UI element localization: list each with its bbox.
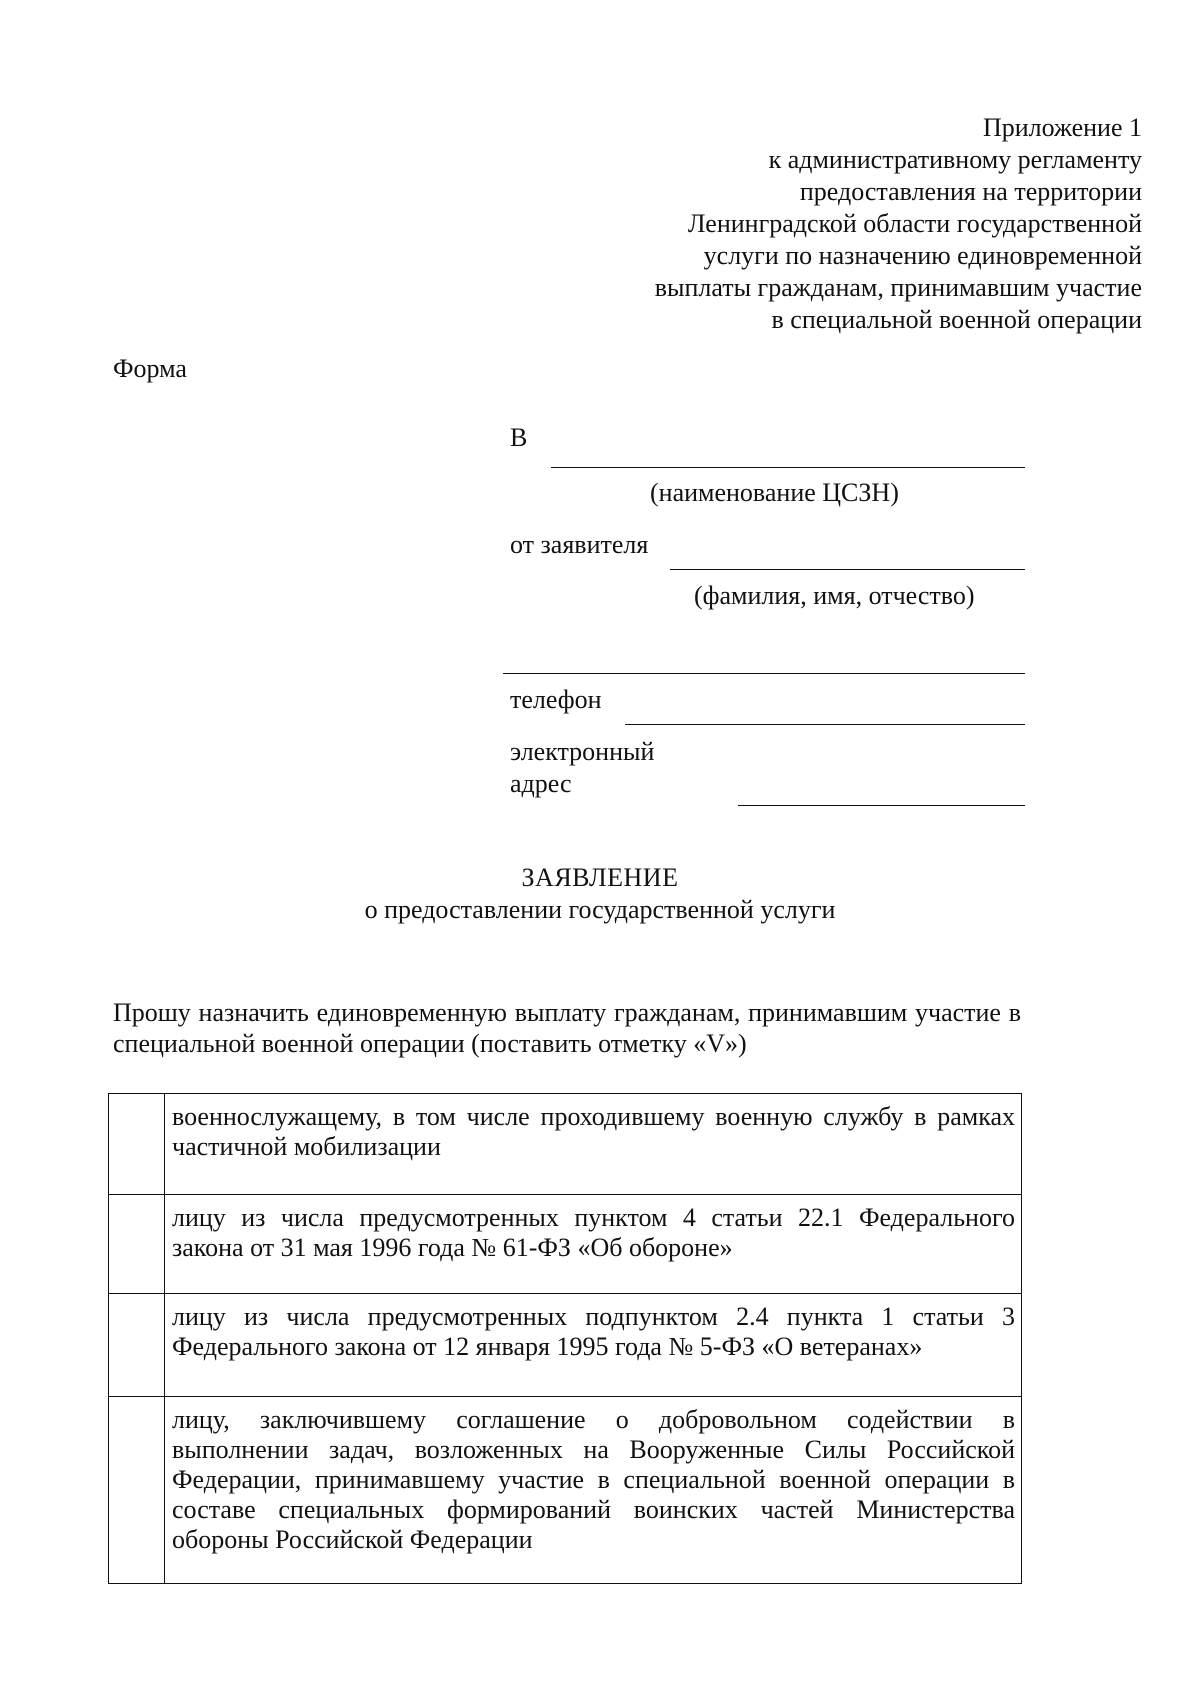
option-checkbox[interactable] — [109, 1294, 164, 1396]
from-field-line-2[interactable] — [503, 673, 1025, 674]
appendix-line: услуги по назначению единовременной — [703, 241, 1142, 270]
from-caption: (фамилия, имя, отчество) — [694, 581, 975, 610]
option-checkbox-cell[interactable] — [109, 1294, 165, 1397]
from-field-line[interactable] — [670, 569, 1025, 570]
options-table — [108, 1093, 1022, 1584]
phone-field-line[interactable] — [625, 724, 1025, 725]
option-text: лицу, заключившему соглашение о добровольном содействии в выполнении задач, возложенных на Вооруженные Силы Российской Федерации, принимавшему участие в специальной военной операции в составе специальных формирований воинских частей Министерства обороны Российской Федерации — [165, 1397, 1022, 1584]
request-text: Прошу назначить единовременную выплату гражданам, принимавшим участие в специальной военной операции (поставить отметку «V») — [113, 998, 1021, 1058]
to-caption: (наименование ЦСЗН) — [650, 478, 899, 507]
email-label: электронный — [510, 737, 655, 766]
from-label: от заявителя — [510, 530, 649, 559]
option-checkbox[interactable] — [109, 1195, 164, 1293]
option-checkbox[interactable] — [109, 1397, 164, 1583]
title-main: ЗАЯВЛЕНИЕ — [521, 863, 679, 892]
option-checkbox-cell[interactable] — [109, 1397, 165, 1584]
option-text: военнослужащему, в том числе проходившему военную службу в рамках частичной мобилизации — [165, 1094, 1022, 1195]
option-text: лицу из числа предусмотренных пунктом 4 статьи 22.1 Федерального закона от 31 мая 1996 года № 61-ФЗ «Об обороне» — [165, 1195, 1022, 1294]
option-text: лицу из числа предусмотренных подпунктом 2.4 пункта 1 статьи 3 Федерального закона от 12 января 1995 года № 5-ФЗ «О ветеранах» — [165, 1294, 1022, 1397]
email-label-2: адрес — [510, 769, 572, 798]
option-row — [109, 1094, 1022, 1195]
option-checkbox[interactable] — [109, 1094, 164, 1194]
option-checkbox-cell[interactable] — [109, 1195, 165, 1294]
appendix-header — [655, 112, 1142, 336]
appendix-line: к административному регламенту — [768, 145, 1142, 174]
email-field-line[interactable] — [738, 805, 1025, 806]
form-label: Форма — [113, 354, 187, 383]
appendix-line: в специальной военной операции — [771, 305, 1142, 334]
to-label: В — [510, 423, 528, 452]
option-row — [109, 1397, 1022, 1584]
option-row — [109, 1195, 1022, 1294]
appendix-line: предоставления на территории — [799, 177, 1142, 206]
phone-label: телефон — [510, 685, 602, 714]
appendix-line: Ленинградской области государственной — [687, 209, 1142, 238]
appendix-line: Приложение 1 — [982, 113, 1142, 142]
option-checkbox-cell[interactable] — [109, 1094, 165, 1195]
option-row — [109, 1294, 1022, 1397]
to-field-line[interactable] — [551, 467, 1025, 468]
appendix-line: выплаты гражданам, принимавшим участие — [654, 273, 1142, 302]
document-title — [0, 862, 1200, 926]
title-sub: о предоставлении государственной услуги — [364, 895, 836, 924]
